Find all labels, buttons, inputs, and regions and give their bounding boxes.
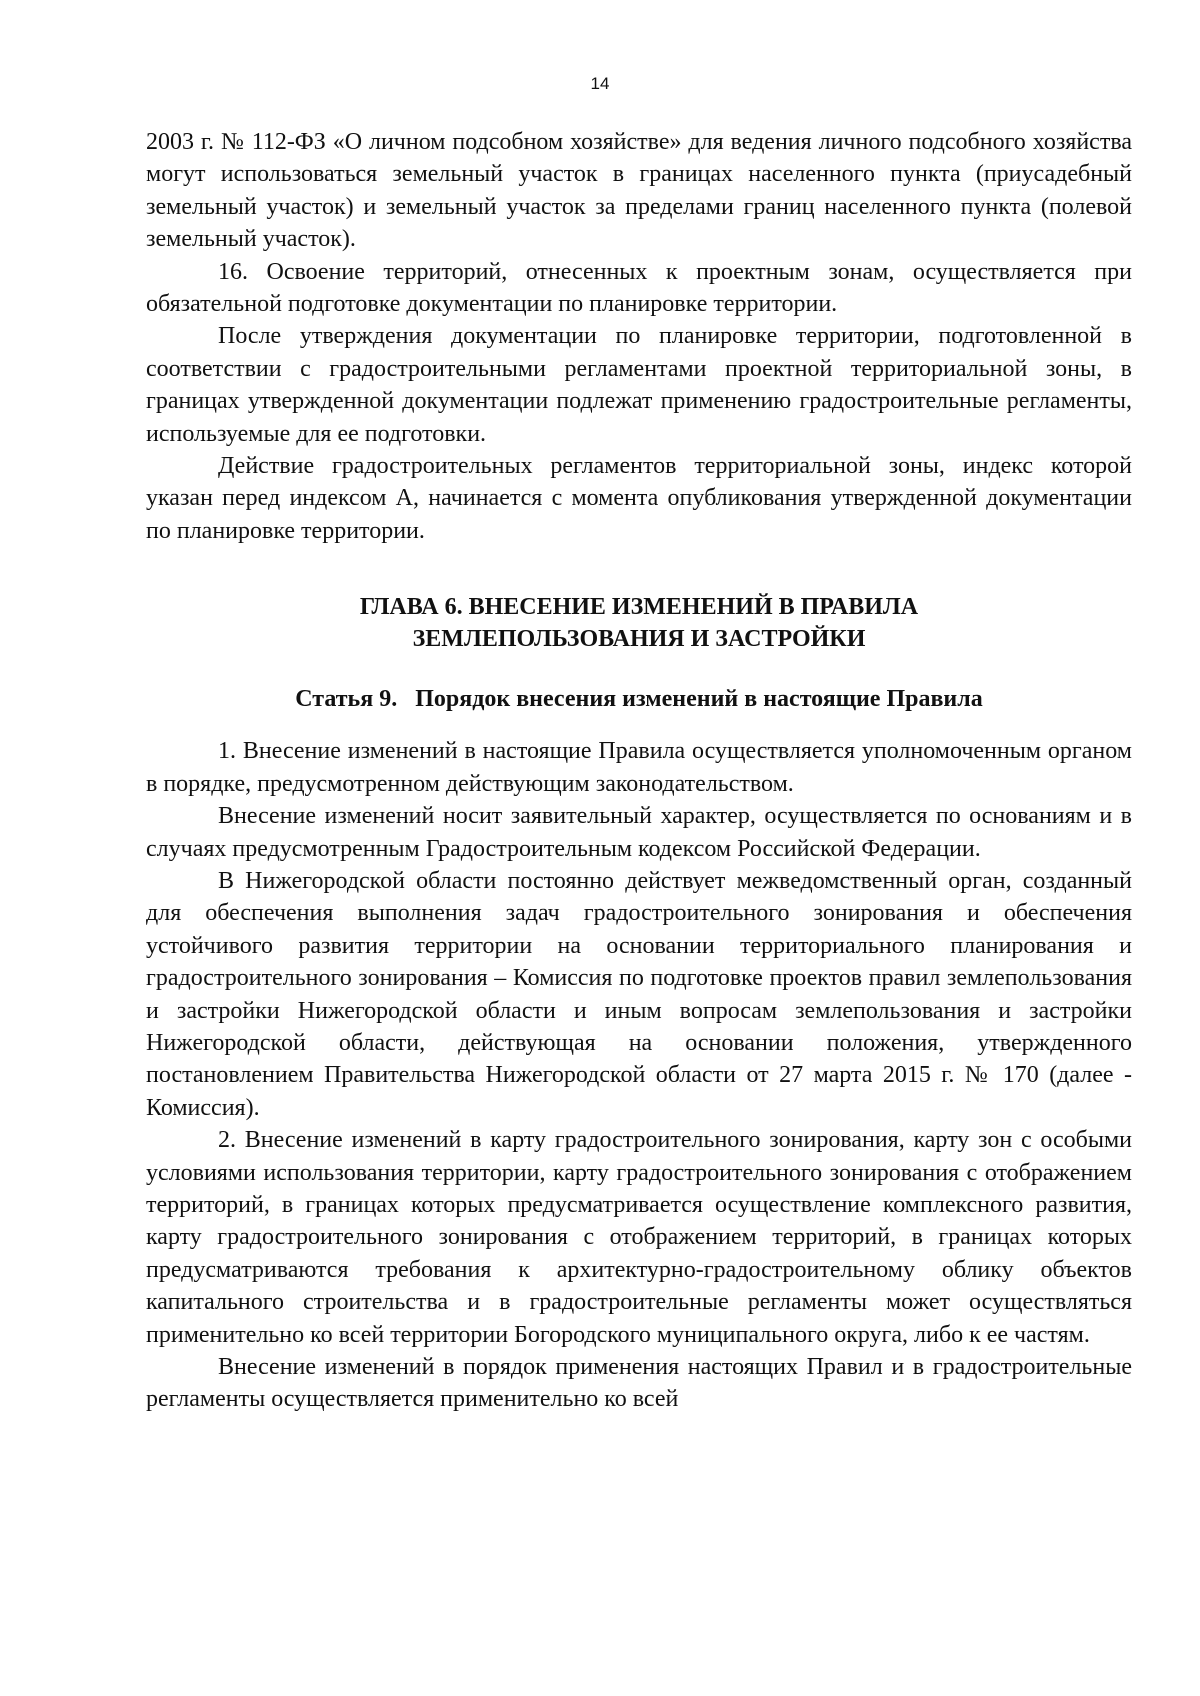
article-heading: Статья 9. Порядок внесения изменений в настоящие Правила (295, 686, 983, 713)
paragraph-continuation: 2003 г. № 112-ФЗ «О личном подсобном хозяйстве» для ведения личного подсобного хозяйства могут использоваться земельный участок в границах населенного пункта (приусадебный земельный участок) и земельный участок за пределами границ населенного пункта (полевой земельный участок). (146, 129, 1132, 253)
document-body (146, 126, 1132, 1416)
paragraph-continues: Внесение изменений в порядок применения настоящих Правил и в градостроительные регламенты осуществляется применительно ко всей (146, 1354, 1132, 1413)
paragraph: Действие градостроительных регламентов территориальной зоны, индекс которой указан перед индексом А, начинается с момента опубликования утвержденной документации по планировке территории. (146, 453, 1132, 544)
page-number: 14 (590, 74, 610, 93)
paragraph-item-16: 16. Освоение территорий, отнесенных к проектным зонам, осуществляется при обязательной подготовке документации по планировке территории. (146, 258, 1132, 318)
paragraph: После утверждения документации по планировке территории, подготовленной в соответствии с градостроительными регламентами проектной территориальной зоны, в границах утвержденной документации подлежат применению градостроительные регламенты, используемые для ее подготовки. (146, 323, 1132, 447)
paragraph: Внесение изменений носит заявительный характер, осуществляется по основаниям и в случаях предусмотренным Градостроительным кодексом Российской Федерации. (146, 803, 1132, 862)
paragraph-item-1: 1. Внесение изменений в настоящие Правила осуществляется уполномоченным органом в порядке, предусмотренном действующим законодательством. (146, 738, 1132, 797)
chapter-heading (146, 591, 1132, 655)
paragraph: В Нижегородской области постоянно действует межведомственный орган, созданный для обеспечения выполнения задач градостроительного зонирования и обеспечения устойчивого развития территории на основании территориального планирования и градостроительного зонирования – Комиссия по подготовке проектов правил землепользования и застройки Нижегородской области и иным вопросам землепользования и застройки Нижегородской области, действующая на основании положения, утвержденного постановлением Правительства Нижегородской области от 27 марта 2015 г. № 170 (далее - Комиссия). (146, 867, 1132, 1121)
chapter-heading-line: ЗЕМЛЕПОЛЬЗОВАНИЯ И ЗАСТРОЙКИ (412, 626, 866, 653)
paragraph-item-2: 2. Внесение изменений в карту градостроительного зонирования, карту зон с особыми условиями использования территории, карту градостроительного зонирования с отображением территорий, в границах которых предусматривается осуществление комплексного развития, карту градостроительного зонирования с отображением территорий, в границах которых предусматриваются требования к архитектурно-градостроительному облику объектов капитального строительства и в градостроительные регламенты может осуществляться применительно ко всей территории Богородского муниципального округа, либо к ее частям. (146, 1127, 1132, 1348)
chapter-heading-line: ГЛАВА 6. ВНЕСЕНИЕ ИЗМЕНЕНИЙ В ПРАВИЛА (359, 594, 919, 621)
